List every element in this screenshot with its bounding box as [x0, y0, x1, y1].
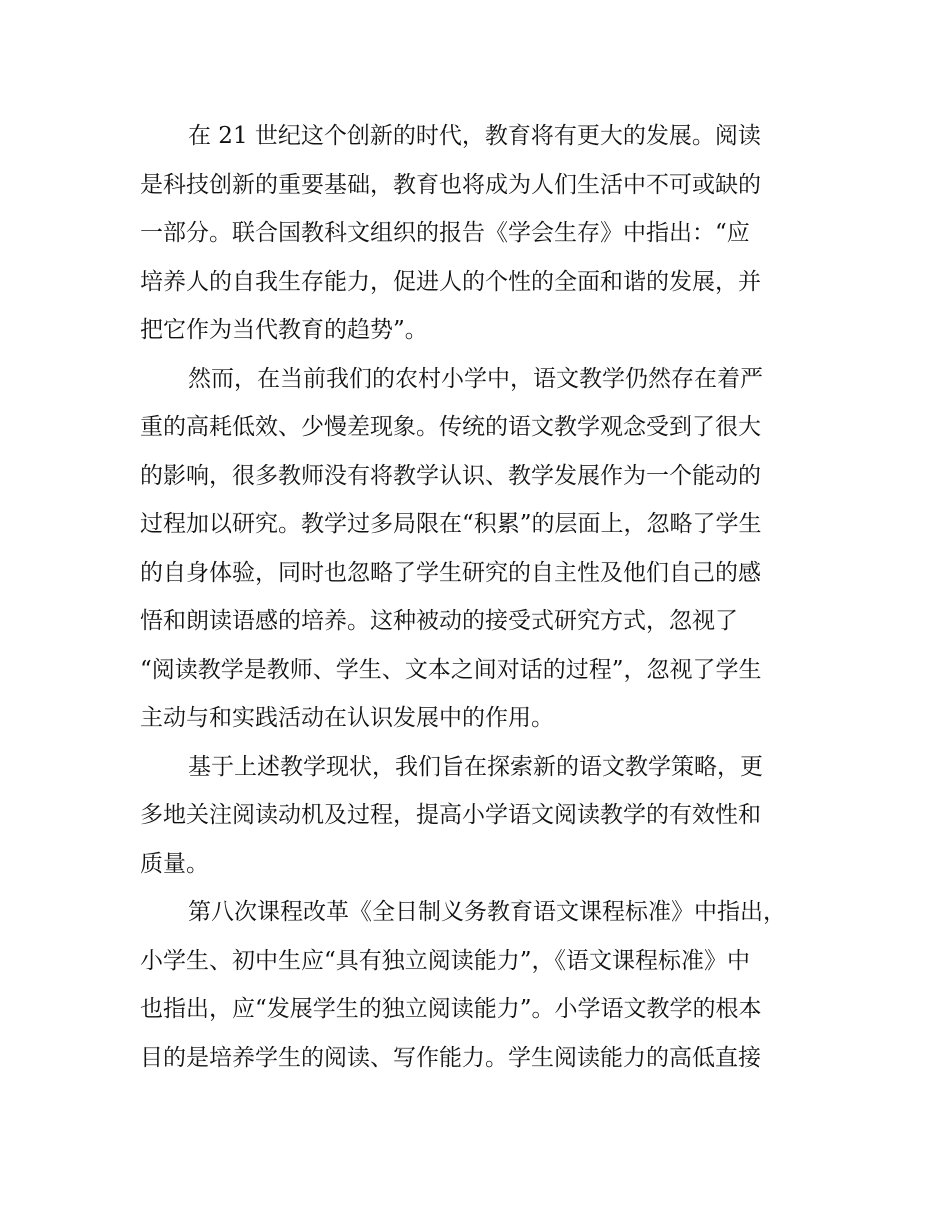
text-line: 也指出，应“发展学生的独立阅读能力”。小学语文教学的根本: [140, 996, 762, 1022]
text-line: 多地关注阅读动机及过程，提高小学语文阅读教学的有效性和: [140, 802, 761, 828]
text-line: 在 21 世纪这个创新的时代，教育将有更大的发展。阅读: [188, 123, 761, 149]
text-line: 一部分。联合国教科文组织的报告《学会生存》中指出：“应: [140, 220, 750, 246]
text-line: 小学生、初中生应“具有独立阅读能力”，《语文课程标准》中: [140, 947, 751, 974]
text-line: 的自身体验，同时也忽略了学生研究的自主性及他们自己的感: [140, 559, 761, 586]
paragraph-1: [140, 112, 830, 355]
text-line: 培养人的自我生存能力，促进人的个性的全面和谐的发展，并: [140, 268, 761, 295]
paragraph-4: [140, 888, 830, 1082]
text-line: 主动与和实践活动在认识发展中的作用。: [140, 705, 554, 731]
text-line: 把它作为当代教育的趋势”。: [140, 317, 428, 343]
text-line: 是科技创新的重要基础，教育也将成为人们生活中不可或缺的: [140, 171, 761, 198]
text-line: 基于上述教学现状，我们旨在探索新的语文教学策略，更: [188, 753, 763, 780]
text-line: 第八次课程改革《全日制义务教育语文课程标准》中指出，: [188, 899, 786, 925]
text-line: 的影响，很多教师没有将教学认识、教学发展作为一个能动的: [140, 462, 761, 489]
text-line: 然而，在当前我们的农村小学中，语文教学仍然存在着严: [188, 365, 763, 392]
text-line: 质量。: [140, 850, 209, 877]
document-body: [140, 112, 830, 1082]
paragraph-3: [140, 743, 830, 889]
text-line: 悟和朗读语感的培养。这种被动的接受式研究方式，忽视了: [140, 608, 738, 634]
text-line: “阅读教学是教师、学生、文本之间对话的过程”，忽视了学生: [140, 656, 762, 683]
text-line: 目的是培养学生的阅读、写作能力。学生阅读能力的高低直接: [140, 1044, 761, 1071]
paragraph-2: [140, 355, 830, 743]
text-line: 重的高耗低效、少慢差现象。传统的语文教学观念受到了很大: [140, 414, 761, 440]
text-line: 过程加以研究。教学过多局限在“积累”的层面上，忽略了学生: [140, 511, 762, 537]
